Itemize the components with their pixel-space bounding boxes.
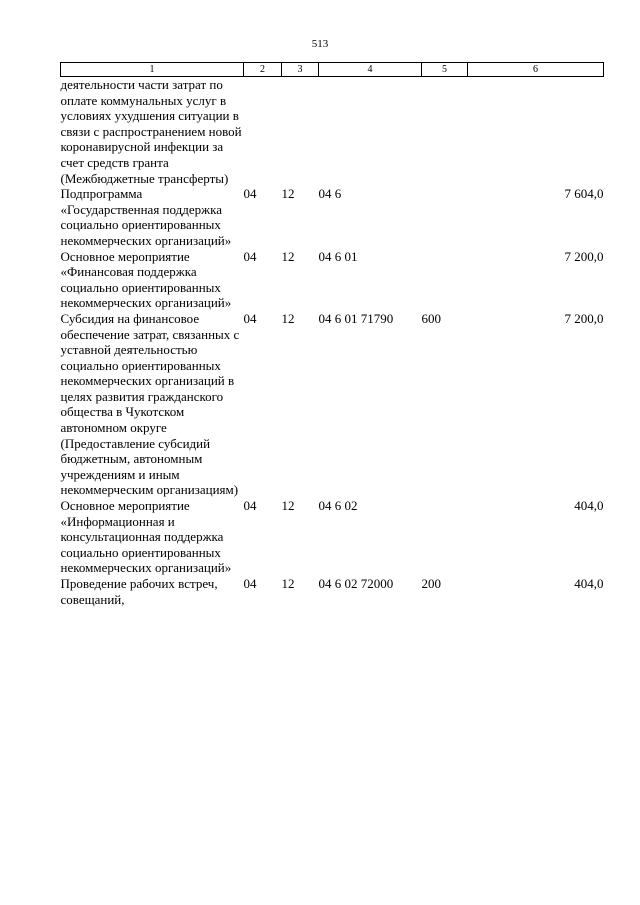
row-expense-type: 600 <box>421 310 441 326</box>
row-subsection <box>282 77 319 187</box>
row-target-article: 04 6 02 <box>318 498 358 514</box>
table-row <box>61 249 604 311</box>
row-subsection: 12 <box>281 248 295 264</box>
column-header-1: 1 <box>61 63 244 77</box>
row-subsection: 12 <box>281 186 295 202</box>
row-subsection: 12 <box>281 310 295 326</box>
row-name: Основное мероприятие «Финансовая поддержка социально ориентированных некоммерческих организаций» <box>60 248 232 311</box>
budget-table <box>60 62 604 607</box>
row-subsection: 12 <box>281 576 295 591</box>
row-amount: 404,0 <box>574 498 604 514</box>
row-expense-type <box>422 498 468 576</box>
row-amount: 7 604,0 <box>564 186 604 202</box>
page-number: 513 <box>311 38 329 50</box>
table-row <box>61 576 604 607</box>
row-amount: 404,0 <box>574 576 604 591</box>
row-expense-type <box>422 186 468 248</box>
row-expense-type <box>422 249 468 311</box>
row-target-article <box>319 77 422 187</box>
column-number-header <box>61 63 604 77</box>
row-amount: 7 200,0 <box>564 310 604 326</box>
row-section: 04 <box>243 310 257 326</box>
row-target-article: 04 6 <box>318 186 342 202</box>
column-header-5: 5 <box>422 63 468 77</box>
column-header-4: 4 <box>319 63 422 77</box>
row-target-article: 04 6 02 72000 <box>318 576 394 591</box>
row-expense-type <box>422 77 468 187</box>
row-amount <box>468 77 604 187</box>
row-section: 04 <box>243 498 257 514</box>
row-subsection: 12 <box>281 498 295 514</box>
row-target-article: 04 6 01 <box>318 248 358 264</box>
row-section <box>244 77 282 187</box>
row-name: Основное мероприятие «Информационная и консультационная поддержка социально ориентированных некоммерческих организаций» <box>60 498 232 576</box>
row-name: Проведение рабочих встреч, совещаний, <box>60 576 218 607</box>
column-header-2: 2 <box>244 63 282 77</box>
table-row <box>61 186 604 248</box>
row-name: Субсидия на финансовое обеспечение затрат, связанных с уставной деятельностью социально ориентированных некоммерческих организаций в целях развития гражданского общества в Чукотском автономном округе (Предоставление субсидий бюджетным, автономным учреждениям и иным некоммерческим организациям) <box>60 310 240 498</box>
row-name: Подпрограмма «Государственная поддержка социально ориентированных некоммерческих организаций» <box>60 186 232 248</box>
row-section: 04 <box>243 576 257 591</box>
row-section: 04 <box>243 248 257 264</box>
column-header-6: 6 <box>468 63 604 77</box>
row-amount: 7 200,0 <box>564 248 604 264</box>
row-expense-type: 200 <box>421 576 441 591</box>
row-target-article: 04 6 01 71790 <box>318 310 394 326</box>
table-row <box>61 498 604 576</box>
table-row <box>61 311 604 498</box>
column-header-3: 3 <box>282 63 319 77</box>
row-name: деятельности части затрат по оплате коммунальных услуг в условиях ухудшения ситуации в связи с распространением новой коронавирусной инфекции за счет средств гранта (Межбюджетные трансферты) <box>60 77 242 186</box>
table-row <box>61 77 604 187</box>
row-section: 04 <box>243 186 257 202</box>
